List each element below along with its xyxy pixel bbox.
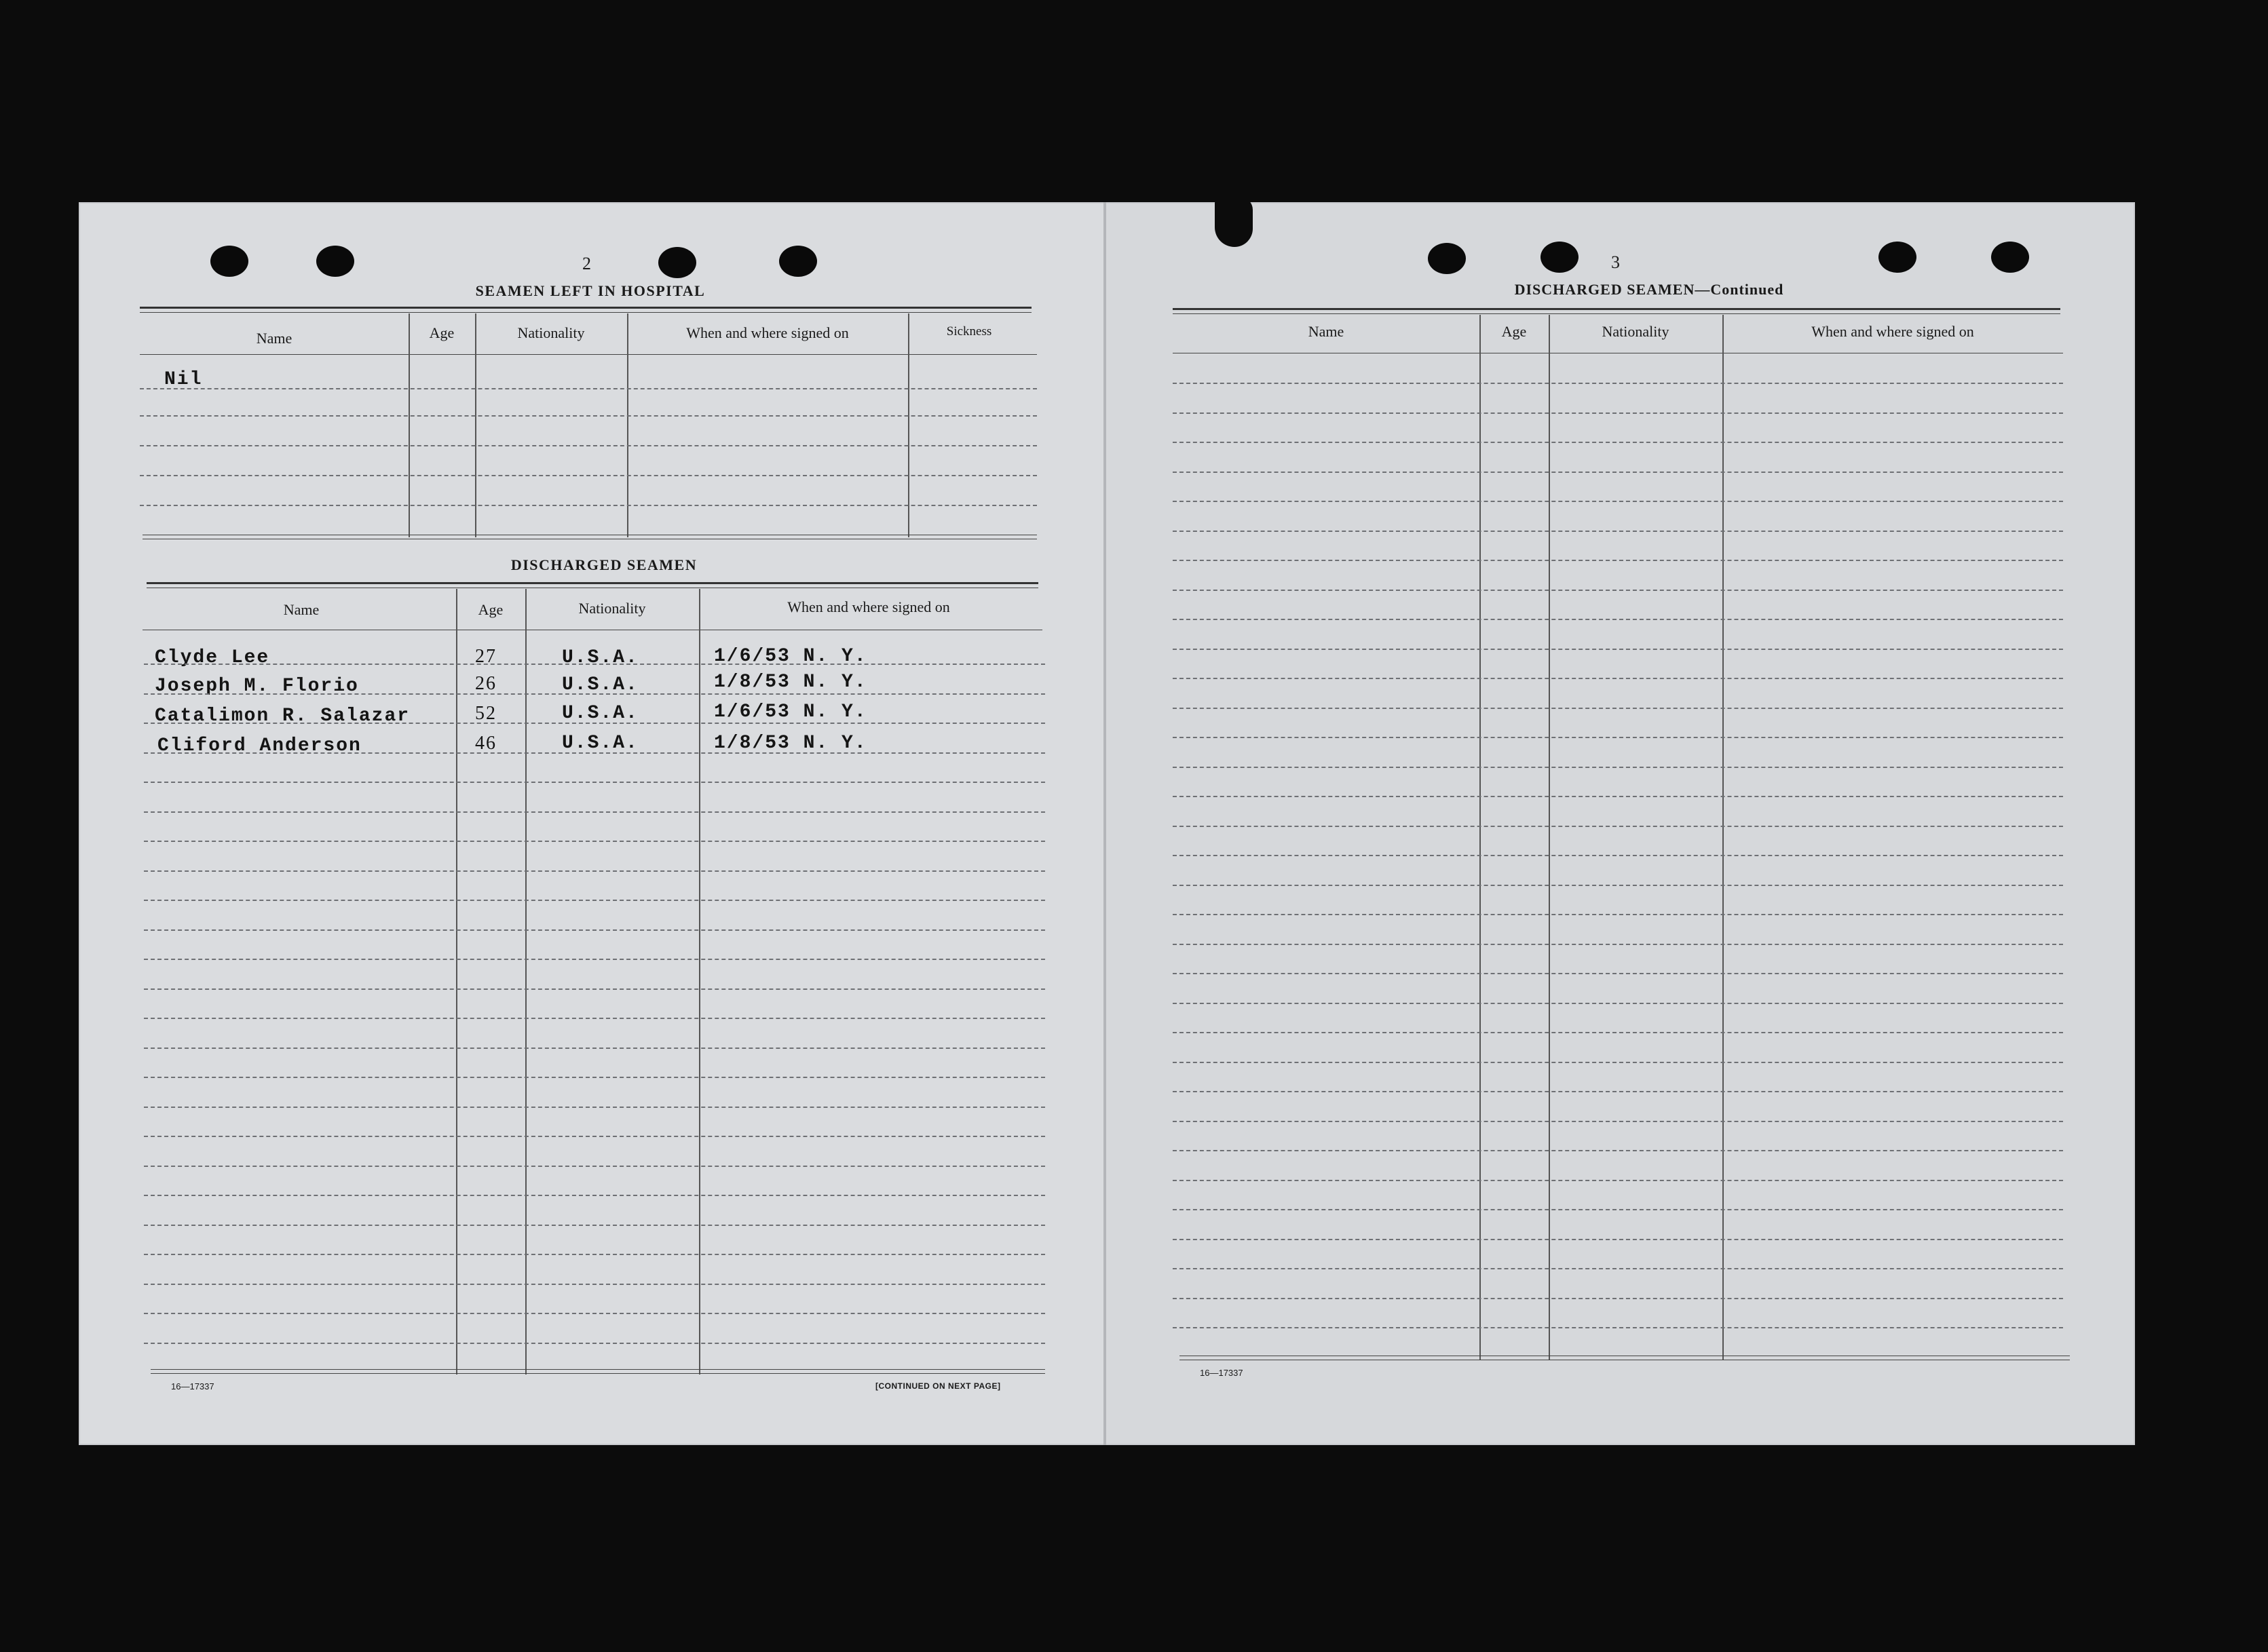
table-row-line: [1173, 885, 2063, 886]
table-row-line: [1173, 708, 2063, 709]
table-row-line: [1173, 531, 2063, 532]
table-row-line: [1173, 649, 2063, 650]
table-row-line: [144, 929, 1045, 931]
table-row-line: [144, 900, 1045, 901]
right-col-age: Age: [1501, 323, 1527, 340]
discharged-bottom-rule: [151, 1369, 1045, 1370]
discharged-col-divider: [456, 589, 457, 1375]
table-row-line: [1173, 1268, 2063, 1269]
hospital-top-rule-2: [140, 312, 1032, 313]
table-row-line: [1173, 973, 2063, 974]
table-row-line: [1173, 796, 2063, 797]
discharged-col-divider: [699, 589, 700, 1375]
table-row-line: [1173, 826, 2063, 827]
table-row-line: [144, 1313, 1045, 1314]
table-row-line: [144, 870, 1045, 872]
discharged-row-4-nationality: U.S.A.: [562, 733, 639, 754]
table-row-line: [1173, 1180, 2063, 1181]
table-row-line: [144, 1166, 1045, 1167]
discharged-row-2-age: 26: [475, 673, 497, 694]
hospital-entry-nil: Nil: [164, 369, 203, 390]
discharged-section-title: DISCHARGED SEAMEN: [510, 556, 698, 573]
discharged-col-nationality: Nationality: [578, 600, 646, 617]
discharged-row-4-age: 46: [475, 733, 497, 754]
table-row-line: [1173, 944, 2063, 945]
paper-tear: [1215, 197, 1253, 247]
table-row-line: [1173, 472, 2063, 473]
table-row-line: [1173, 590, 2063, 591]
hospital-section-title: SEAMEN LEFT IN HOSPITAL: [475, 282, 706, 299]
punch-hole: [1541, 242, 1579, 273]
table-row-line: [1173, 1327, 2063, 1328]
hospital-col-divider: [627, 313, 628, 537]
right-top-rule-2: [1173, 313, 2060, 314]
table-row-line: [144, 1136, 1045, 1137]
table-row-line: [1173, 412, 2063, 414]
table-row-line: [144, 782, 1045, 783]
right-page: [1105, 202, 2135, 1445]
punch-hole: [316, 246, 354, 277]
table-row-line: [1173, 767, 2063, 768]
table-row-line: [1173, 1032, 2063, 1033]
punch-hole: [779, 246, 817, 277]
discharged-col-divider: [525, 589, 527, 1375]
discharged-row-1-name: Clyde Lee: [155, 647, 270, 668]
table-row-line: [144, 1254, 1045, 1255]
hospital-col-divider: [908, 313, 909, 537]
table-row-line: [144, 664, 1045, 665]
table-row-line: [1173, 619, 2063, 620]
table-row-line: [144, 841, 1045, 842]
hospital-row-line: [140, 388, 1037, 389]
table-row-line: [1173, 914, 2063, 915]
right-page-number: 3: [1611, 252, 1620, 272]
hospital-col-divider: [475, 313, 476, 537]
page-gutter: [1103, 202, 1106, 1445]
discharged-row-3-name: Catalimon R. Salazar: [155, 706, 411, 727]
hospital-header-rule: [140, 354, 1037, 355]
discharged-col-signed-on: When and where signed on: [787, 598, 950, 615]
right-section-title: DISCHARGED SEAMEN—Continued: [1514, 281, 1784, 298]
discharged-bottom-rule-2: [151, 1373, 1045, 1374]
table-row-line: [1173, 560, 2063, 561]
table-row-line: [1173, 1121, 2063, 1122]
hospital-row-line: [140, 475, 1037, 476]
discharged-row-4-signed-on: 1/8/53 N. Y.: [714, 733, 867, 754]
table-row-line: [144, 752, 1045, 754]
table-row-line: [144, 1284, 1045, 1285]
discharged-col-age: Age: [478, 601, 504, 618]
table-row-line: [1173, 855, 2063, 856]
table-row-line: [1173, 678, 2063, 679]
table-row-line: [144, 723, 1045, 724]
discharged-top-rule: [147, 582, 1038, 584]
right-top-rule: [1173, 308, 2060, 310]
table-row-line: [144, 811, 1045, 813]
right-col-name: Name: [1308, 323, 1344, 340]
table-row-line: [1173, 501, 2063, 502]
punch-hole: [1878, 242, 1916, 273]
table-row-line: [144, 1195, 1045, 1196]
discharged-row-1-signed-on: 1/6/53 N. Y.: [714, 646, 867, 667]
punch-hole: [1991, 242, 2029, 273]
left-form-number: 16—17337: [171, 1381, 214, 1391]
hospital-col-sickness: Sickness: [946, 324, 992, 339]
hospital-col-divider: [409, 313, 410, 537]
right-form-number: 16—17337: [1200, 1368, 1243, 1378]
table-row-line: [144, 1018, 1045, 1019]
discharged-row-3-age: 52: [475, 703, 497, 724]
table-row-line: [1173, 737, 2063, 738]
table-row-line: [144, 959, 1045, 960]
discharged-row-3-nationality: U.S.A.: [562, 703, 639, 724]
hospital-top-rule: [140, 307, 1032, 309]
hospital-col-nationality: Nationality: [517, 324, 585, 341]
table-row-line: [1173, 1091, 2063, 1092]
table-row-line: [144, 693, 1045, 695]
table-row-line: [1173, 1062, 2063, 1063]
hospital-row-line: [140, 445, 1037, 446]
right-col-signed-on: When and where signed on: [1811, 323, 1974, 340]
discharged-row-1-nationality: U.S.A.: [562, 647, 639, 668]
table-row-line: [144, 1077, 1045, 1078]
table-row-line: [1173, 442, 2063, 443]
discharged-row-2-signed-on: 1/8/53 N. Y.: [714, 672, 867, 693]
punch-hole: [658, 247, 696, 278]
table-row-line: [1173, 1003, 2063, 1004]
table-row-line: [144, 1225, 1045, 1226]
table-row-line: [144, 1343, 1045, 1344]
table-row-line: [1173, 1150, 2063, 1151]
hospital-row-line: [140, 505, 1037, 506]
left-page-number: 2: [582, 254, 591, 273]
table-row-line: [144, 988, 1045, 990]
discharged-row-1-age: 27: [475, 646, 497, 667]
discharged-row-2-name: Joseph M. Florio: [155, 676, 359, 697]
punch-hole: [1428, 243, 1466, 274]
table-row-line: [144, 1107, 1045, 1108]
discharged-col-name: Name: [283, 601, 320, 618]
table-row-line: [1173, 1239, 2063, 1240]
hospital-col-age: Age: [429, 324, 455, 341]
right-col-nationality: Nationality: [1602, 323, 1669, 340]
continued-note: [CONTINUED ON NEXT PAGE]: [875, 1381, 1001, 1391]
hospital-row-line: [140, 415, 1037, 417]
discharged-row-3-signed-on: 1/6/53 N. Y.: [714, 702, 867, 723]
discharged-row-4-name: Cliford Anderson: [157, 735, 362, 756]
table-row-line: [1173, 383, 2063, 384]
hospital-col-signed-on: When and where signed on: [686, 324, 849, 341]
table-row-line: [1173, 1298, 2063, 1299]
punch-hole: [210, 246, 248, 277]
table-row-line: [144, 1048, 1045, 1049]
discharged-row-2-nationality: U.S.A.: [562, 674, 639, 695]
table-row-line: [1173, 1209, 2063, 1210]
hospital-col-name: Name: [256, 330, 292, 347]
